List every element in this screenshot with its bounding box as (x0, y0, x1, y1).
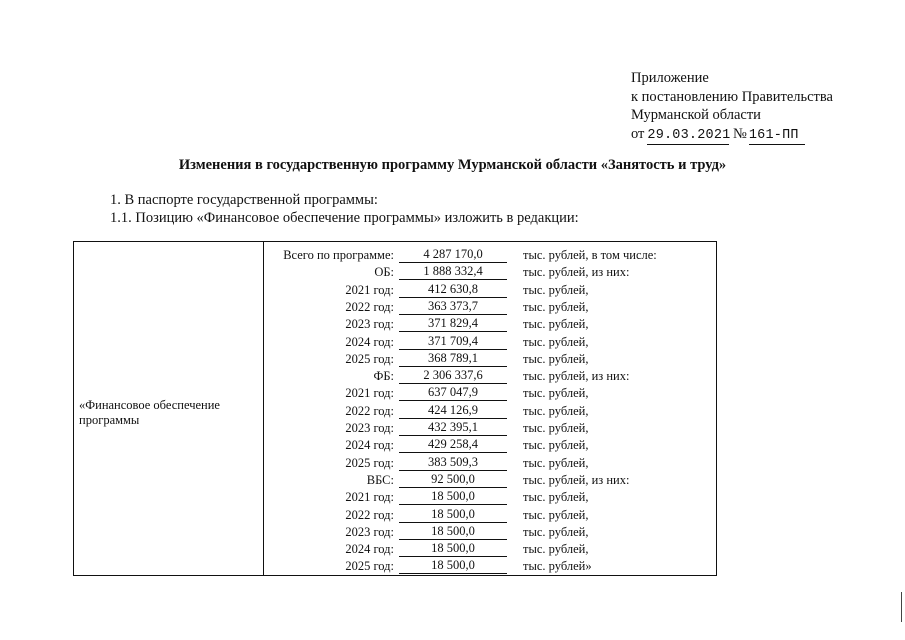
financing-row-value: 424 126,9 (399, 403, 507, 419)
financing-row-label: 2023 год: (345, 524, 394, 539)
table-row-label: «Финансовое обеспечение программы (79, 398, 220, 427)
financing-row-value: 18 500,0 (399, 507, 507, 523)
financing-row (264, 403, 714, 420)
financing-row-value: 637 047,9 (399, 385, 507, 401)
financing-row-unit: тыс. рублей, (523, 455, 589, 470)
financing-row (264, 455, 714, 472)
appendix-block (631, 69, 833, 145)
financing-row-unit: тыс. рублей, (523, 507, 589, 522)
financing-row-label: 2024 год: (345, 438, 394, 453)
financing-row (264, 472, 714, 489)
financing-row-unit: тыс. рублей, из них: (523, 369, 630, 384)
financing-row-label: 2021 год: (345, 490, 394, 505)
financing-row-label: 2023 год: (345, 317, 394, 332)
financing-row (264, 247, 714, 264)
financing-row-unit: тыс. рублей» (523, 559, 592, 574)
financing-row-label: 2024 год: (345, 542, 394, 557)
financing-row (264, 282, 714, 299)
financing-row (264, 420, 714, 437)
financing-row-value: 429 258,4 (399, 437, 507, 453)
financing-row-unit: тыс. рублей, (523, 438, 589, 453)
financing-row-value: 18 500,0 (399, 524, 507, 540)
financing-row-unit: тыс. рублей, в том числе: (523, 248, 657, 262)
financing-row-label: 2021 год: (345, 386, 394, 401)
financing-row-label: 2023 год: (345, 421, 394, 435)
financing-row (264, 299, 714, 316)
financing-row-unit: тыс. рублей, из них: (523, 472, 630, 487)
financing-row-unit: тыс. рублей, (523, 317, 589, 332)
scan-artifact (901, 592, 902, 622)
financing-row-value: 92 500,0 (399, 472, 507, 488)
financing-row-value: 2 306 337,6 (399, 368, 507, 384)
financing-row-value: 18 500,0 (399, 489, 507, 505)
financing-row-unit: тыс. рублей, (523, 351, 589, 366)
financing-row-value: 4 287 170,0 (399, 247, 507, 263)
financing-row (264, 264, 714, 281)
financing-table (73, 241, 717, 576)
financing-row-label: 2025 год: (345, 351, 394, 366)
paragraph-1-1: 1.1. Позицию «Финансовое обеспечение программы» изложить в редакции: (110, 210, 579, 226)
financing-row-value: 1 888 332,4 (399, 264, 507, 280)
financing-row-unit: тыс. рублей, (523, 421, 589, 435)
financing-row-value: 412 630,8 (399, 282, 507, 298)
appendix-line-2: к постановлению Правительства (631, 88, 833, 105)
financing-row-unit: тыс. рублей, (523, 403, 589, 418)
financing-row (264, 351, 714, 368)
financing-row-value: 371 829,4 (399, 316, 507, 332)
decree-number: 161-ПП (749, 128, 805, 145)
financing-row (264, 316, 714, 333)
financing-row-unit: тыс. рублей, (523, 334, 589, 349)
financing-row (264, 437, 714, 454)
number-prefix: № (733, 125, 747, 142)
financing-row (264, 334, 714, 351)
financing-row-label: ОБ: (374, 265, 394, 280)
financing-row-unit: тыс. рублей, (523, 490, 589, 505)
financing-row-label: 2022 год: (345, 403, 394, 418)
financing-row-label: ВБС: (366, 472, 394, 487)
paragraph-1: 1. В паспорте государственной программы: (110, 192, 378, 208)
financing-row-label: 2025 год: (345, 559, 394, 574)
financing-row-label: 2021 год: (345, 282, 394, 297)
financing-row-label: Всего по программе: (283, 248, 394, 262)
financing-row-label: 2022 год: (345, 507, 394, 522)
financing-row (264, 541, 714, 558)
financing-row-value: 383 509,3 (399, 455, 507, 471)
financing-row-value: 18 500,0 (399, 558, 507, 574)
financing-row-value: 371 709,4 (399, 334, 507, 350)
appendix-line-3: Мурманской области (631, 107, 761, 123)
document-title: Изменения в государственную программу Мурманской области «Занятость и труд» (178, 157, 727, 173)
financing-row-value: 432 395,1 (399, 420, 507, 436)
financing-row (264, 524, 714, 541)
financing-row (264, 558, 714, 575)
appendix-line-1: Приложение (631, 70, 709, 86)
financing-row-value: 363 373,7 (399, 299, 507, 315)
financing-row-label: ФБ: (373, 369, 394, 384)
financing-row-unit: тыс. рублей, (523, 299, 589, 314)
appendix-date-line (631, 125, 833, 145)
financing-row-label: 2024 год: (345, 334, 394, 349)
financing-row-unit: тыс. рублей, (523, 282, 589, 297)
financing-row (264, 489, 714, 506)
financing-row-label: 2025 год: (345, 455, 394, 470)
financing-row (264, 385, 714, 402)
decree-date: 29.03.2021 (647, 127, 731, 143)
financing-row-value: 18 500,0 (399, 541, 507, 557)
financing-row (264, 368, 714, 385)
financing-row (264, 507, 714, 524)
financing-row-unit: тыс. рублей, из них: (523, 265, 630, 280)
financing-row-unit: тыс. рублей, (523, 542, 589, 557)
financing-row-unit: тыс. рублей, (523, 386, 589, 401)
financing-row-label: 2022 год: (345, 299, 394, 314)
financing-row-value: 368 789,1 (399, 351, 507, 367)
date-prefix: от (631, 125, 645, 142)
financing-row-unit: тыс. рублей, (523, 524, 589, 539)
